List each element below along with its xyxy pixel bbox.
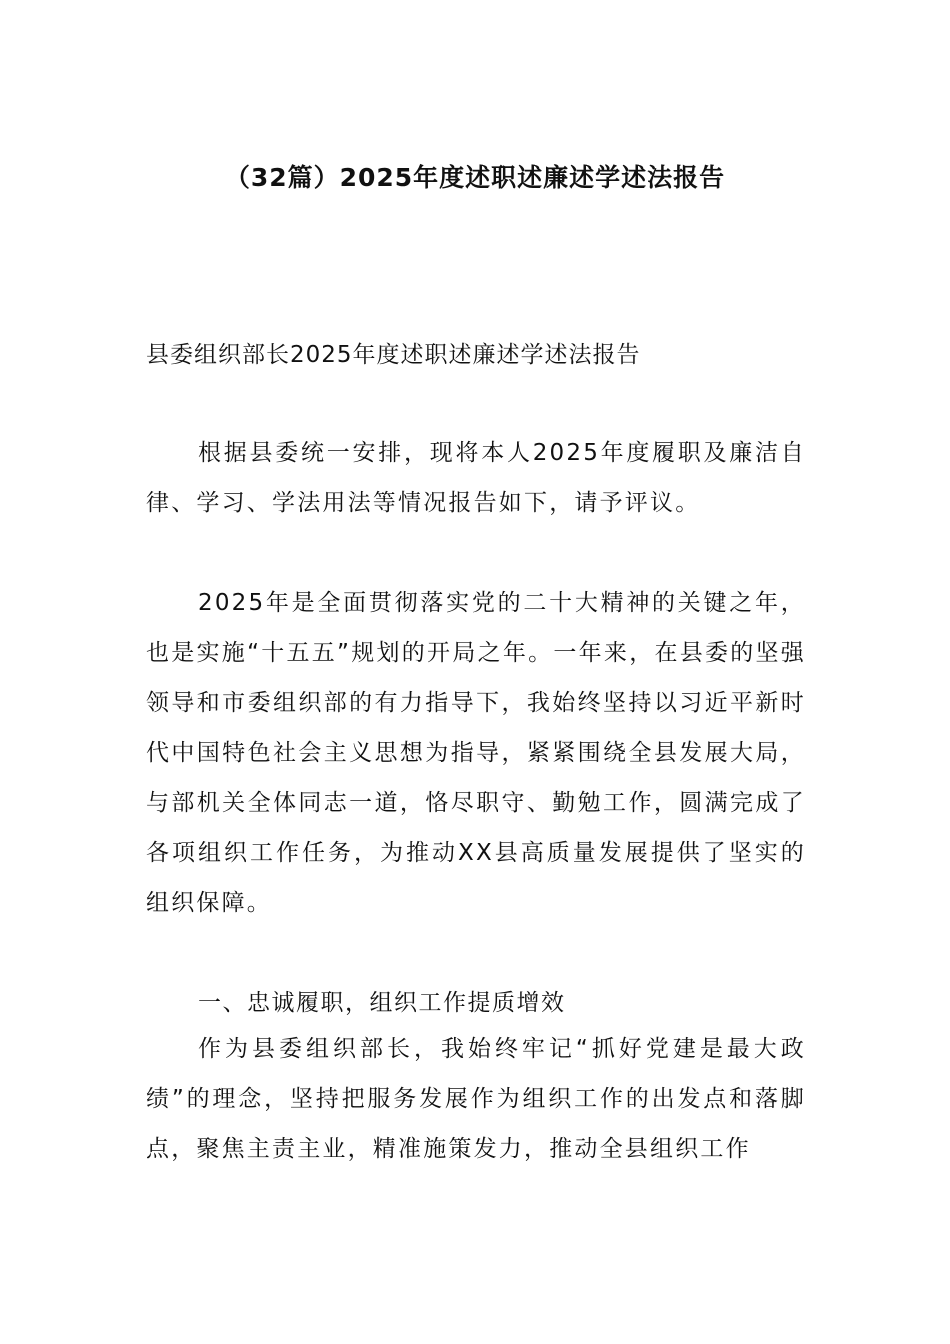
overview-paragraph: 2025年是全面贯彻落实党的二十大精神的关键之年，也是实施“十五五”规划的开局之年。一年来，在县委的坚强领导和市委组织部的有力指导下，我始终坚持以习近平新时代中国特色社会主义思想为指导，紧紧围绕全县发展大局，与部机关全体同志一道，恪尽职守、勤勉工作，圆满完成了各项组织工作任务，为推动XX县高质量发展提供了坚实的组织保障。 [146,590,806,916]
report-subtitle: 县委组织部长2025年度述职述廉述学述法报告 [146,342,641,368]
section-heading: 一、忠诚履职，组织工作提质增效 [198,990,566,1016]
document-title: （32篇）2025年度述职述廉述学述法报告 [224,163,726,192]
section-paragraph: 作为县委组织部长，我始终牢记“抓好党建是最大政绩”的理念，坚持把服务发展作为组织工作的出发点和落脚点，聚焦主责主业，精准施策发力，推动全县组织工作 [146,1036,806,1162]
intro-paragraph: 根据县委统一安排，现将本人2025年度履职及廉洁自律、学习、学法用法等情况报告如下，请予评议。 [146,440,806,516]
